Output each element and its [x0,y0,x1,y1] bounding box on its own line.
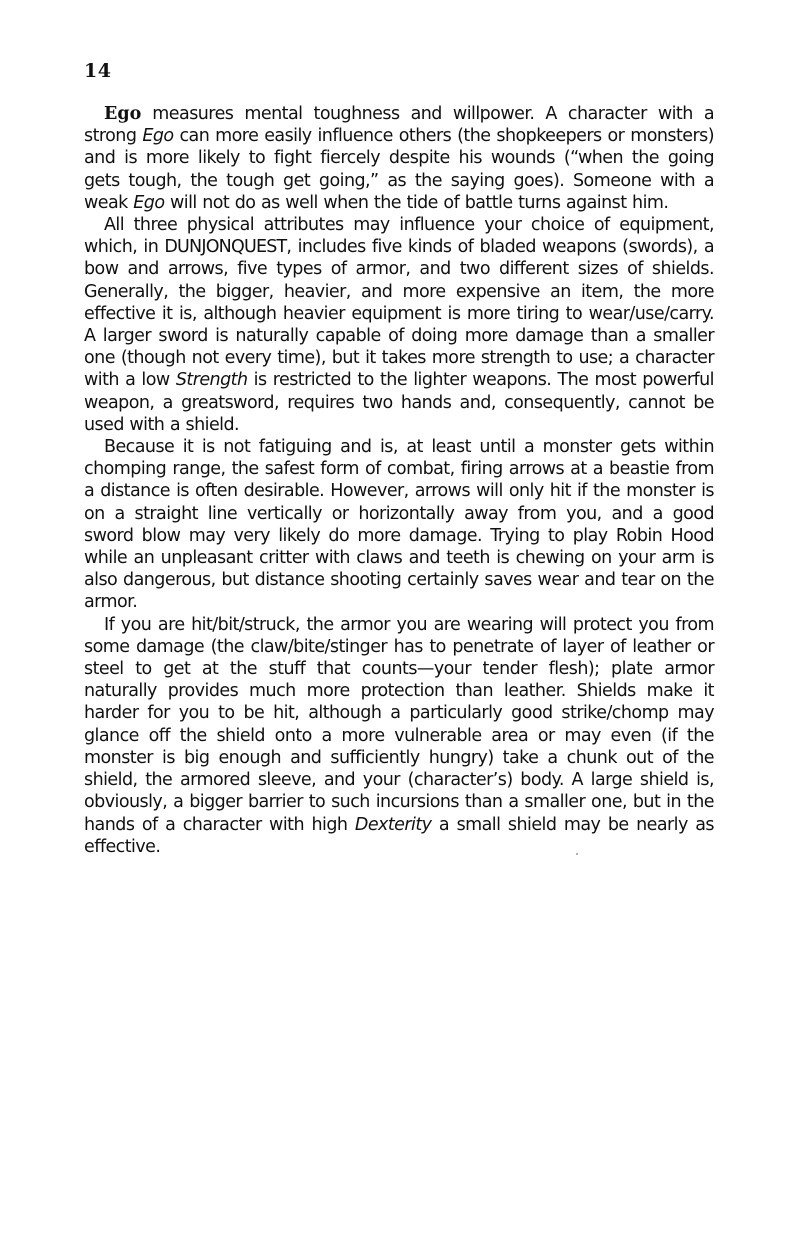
equipment-text-3: is restricted to the lighter weapons. The most powerful weapon, a greatsword, requires two hands and, consequently, cannot be used with a shield. [84,370,714,435]
armor-em-dexterity: Dexterity [354,814,432,835]
equipment-text-1: All three physical attributes may influence your choice of equipment, which, in [84,215,714,258]
ego-em-2: Ego [133,192,165,213]
paragraph-armor [84,614,714,858]
term-ego: Ego [104,104,142,124]
equipment-em-strength: Strength [175,370,248,391]
armor-text-2: a small shield may be nearly as effective. [84,814,714,857]
equipment-text-2: , includes five kinds of bladed weapons (swords), a bow and arrows, five types of armor, and two different sizes of shields. Generally, the bigger, heavier, and more expensive an item, the more effective it is, although heavier equipment is more tiring to wear/use/carry. A larger sword is naturally capable of doing more damage than a smaller one (though not every time), but it takes more strength to use; a character with a low [84,237,714,391]
ego-text-3: will not do as well when the tide of battle turns against him. [164,192,669,213]
ego-text-1: measures mental toughness and willpower. A character with a strong [84,104,714,147]
armor-text-1: If you are hit/bit/struck, the armor you are wearing will protect you from some damage (the claw/bite/stinger has to penetrate of layer of leather or steel to get at the stuff that counts—your tender flesh); plate armor naturally provides much more protection than leather. Shields make it harder for you to be hit, although a particularly good strike/chomp may glance off the shield onto a more vulnerable area or may even (if the monster is big enough and sufficiently hungry) take a chunk out of the shield, the armored sleeve, and your (character’s) body. A large shield is, obviously, a bigger barrier to such incursions than a smaller one, but in the hands of a character with high [84,614,714,835]
paragraph-ego [84,103,714,214]
arrows-text: Because it is not fatiguing and is, at least until a monster gets within chomping range, the safest form of combat, firing arrows at a beastie from a distance is often desirable. However, arrows will only hit if the monster is on a straight line vertically or horizontally away from you, and a good sword blow may very likely do more damage. Trying to play Robin Hood while an unpleasant critter with claws and teeth is chewing on your arm is also dangerous, but distance shooting certainly saves wear and tear on the armor. [84,437,714,613]
game-name: DUNJONQUEST [164,237,287,258]
paragraph-equipment [84,214,714,436]
paragraph-arrows [84,436,714,614]
page-number: 14 [84,60,112,82]
ego-text-2: can more easily influence others (the shopkeepers or monsters) and is more likely to fight fiercely despite his wounds (“when the going gets tough, the tough get going,” as the saying goes). Someone with a weak [84,126,714,213]
ego-em-1: Ego [142,126,174,147]
body-text [84,103,714,858]
scan-speck [576,853,578,855]
